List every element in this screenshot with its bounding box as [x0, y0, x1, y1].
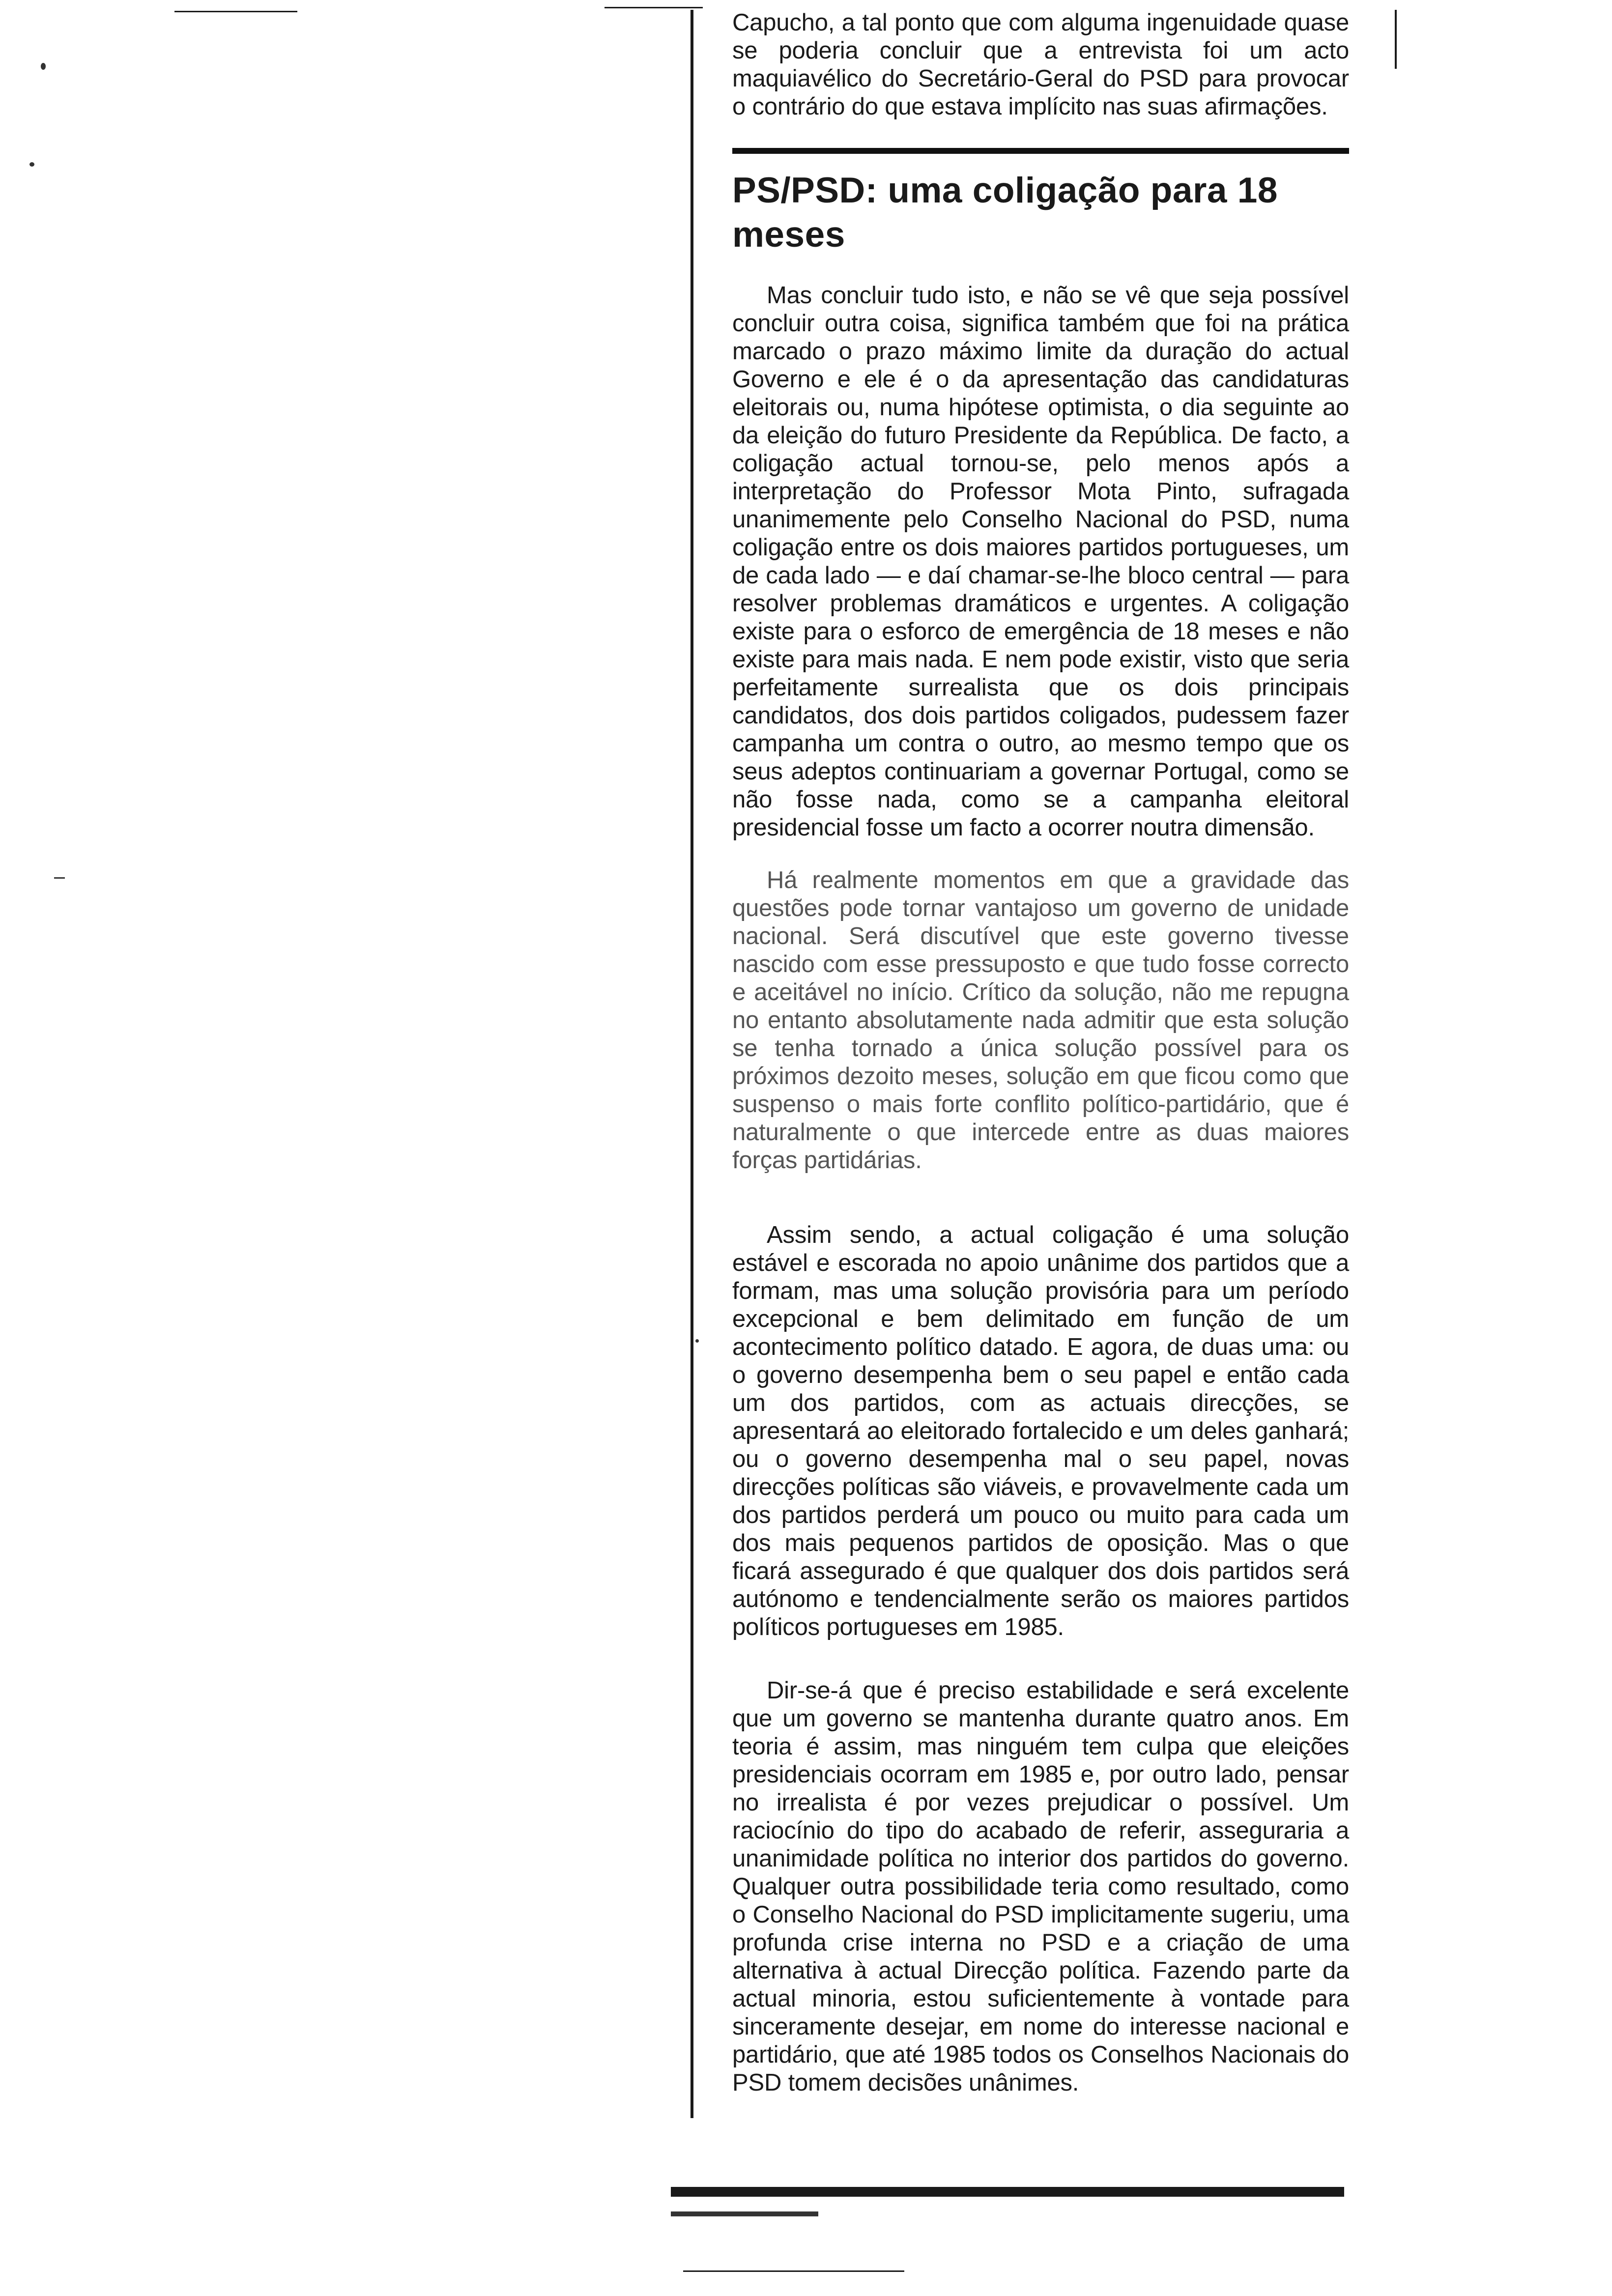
- body-paragraph-3: Assim sendo, a actual coligação é uma solução estável e escorada no apoio unânime dos partidos que a formam, mas uma solução provisória para um período excepcional e bem delimitado em função de um acontecimento político datado. E agora, de duas uma: ou o governo desempenha bem o seu papel e então cada um dos partidos, com as actuais direcções, se apresentará ao eleitorado fortalecido e um deles ganhará; ou o governo desempenha mal o seu papel, novas direcções políticas são viáveis, e provavelmente cada um dos partidos perderá um pouco ou muito para cada um dos mais pequenos partidos de oposição. Mas o que ficará assegurado é que qualquer dos dois partidos será autónomo e tendencialmente serão os maiores partidos políticos portugueses em 1985.: [732, 1222, 1349, 1640]
- body-paragraph-4: Dir-se-á que é preciso estabilidade e será excelente que um governo se mantenha durante quatro anos. Em teoria é assim, mas ninguém tem culpa que eleições presidenciais ocorram em 1985 e, por outro lado, pensar no irrealista é por vezes prejudicar o possível. Um raciocínio do tipo do acabado de referir, asseguraria a unanimidade política no interior dos partidos do governo. Qualquer outra possibilidade teria como resultado, como o Conselho Nacional do PSD implicitamente sugeriu, uma profunda crise interna no PSD e a criação de uma alternativa à actual Direcção política. Fazendo parte da actual minoria, estou suficientemente à vontade para sinceramente desejar, em nome do interesse nacional e partidário, que até 1985 todos os Conselhos Nacionais do PSD tomem decisões unânimes.: [732, 1677, 1349, 2096]
- right-margin-mark: [1395, 10, 1397, 69]
- intro-paragraph: Capucho, a tal ponto que com alguma ingenuidade quase se poderia concluir que a entrevista foi um acto maquiavélico do Secretário-Geral do PSD para provocar o contrário do que estava implícito nas suas afirmações.: [732, 9, 1349, 120]
- scan-speck: [41, 63, 46, 70]
- bottom-smudge: [671, 2211, 818, 2216]
- body-paragraph-1: Mas concluir tudo isto, e não se vê que seja possível concluir outra coisa, significa também que foi na prática marcado o prazo máximo limite da duração do actual Governo e ele é o da apresentação das candidaturas eleitorais ou, numa hipótese optimista, o dia seguinte ao da eleição do futuro Presidente da República. De facto, a coligação actual tornou-se, pelo menos após a interpretação do Professor Mota Pinto, sufragada unanimemente pelo Conselho Nacional do PSD, numa coligação entre os dois maiores partidos portugueses, um de cada lado — e daí chamar-se-lhe bloco central — para resolver problemas dramáticos e urgentes. A coligação existe para o esforco de emergência de 18 meses e não existe para mais nada. E nem pode existir, visto que seria perfeitamente surrealista que os dois principais candidatos, dos dois partidos coligados, pudessem fazer campanha um contra o outro, ao mesmo tempo que os seus adeptos continuariam a governar Portugal, como se não fosse nada, como se a campanha eleitoral presidencial fosse um facto a ocorrer noutra dimensão.: [732, 282, 1349, 841]
- bottom-thin-rule: [683, 2270, 904, 2272]
- scan-speck: [29, 162, 34, 167]
- scan-speck: [54, 877, 65, 879]
- body-paragraph-2: Há realmente momentos em que a gravidade das questões pode tornar vantajoso um governo de unidade nacional. Será discutível que este governo tivesse nascido com esse pressuposto e que tudo fosse correcto e aceitável no início. Crítico da solução, não me repugna no entanto absolutamente nada admitir que esta solução se tenha tornado a única solução possível para os próximos dezoito meses, solução em que ficou como que suspenso o mais forte conflito político-partidário, que é naturalmente o que intercede entre as duas maiores forças partidárias.: [732, 867, 1349, 1174]
- top-left-rule: [174, 11, 297, 12]
- scan-speck: [695, 1339, 699, 1343]
- bottom-thick-rule: [671, 2187, 1344, 2197]
- section-headline: PS/PSD: uma coligação para 18 meses: [732, 171, 1278, 255]
- section-rule: [732, 148, 1349, 154]
- column-divider: [691, 10, 693, 2118]
- article-column: [732, 9, 1349, 2097]
- top-center-rule: [604, 7, 703, 8]
